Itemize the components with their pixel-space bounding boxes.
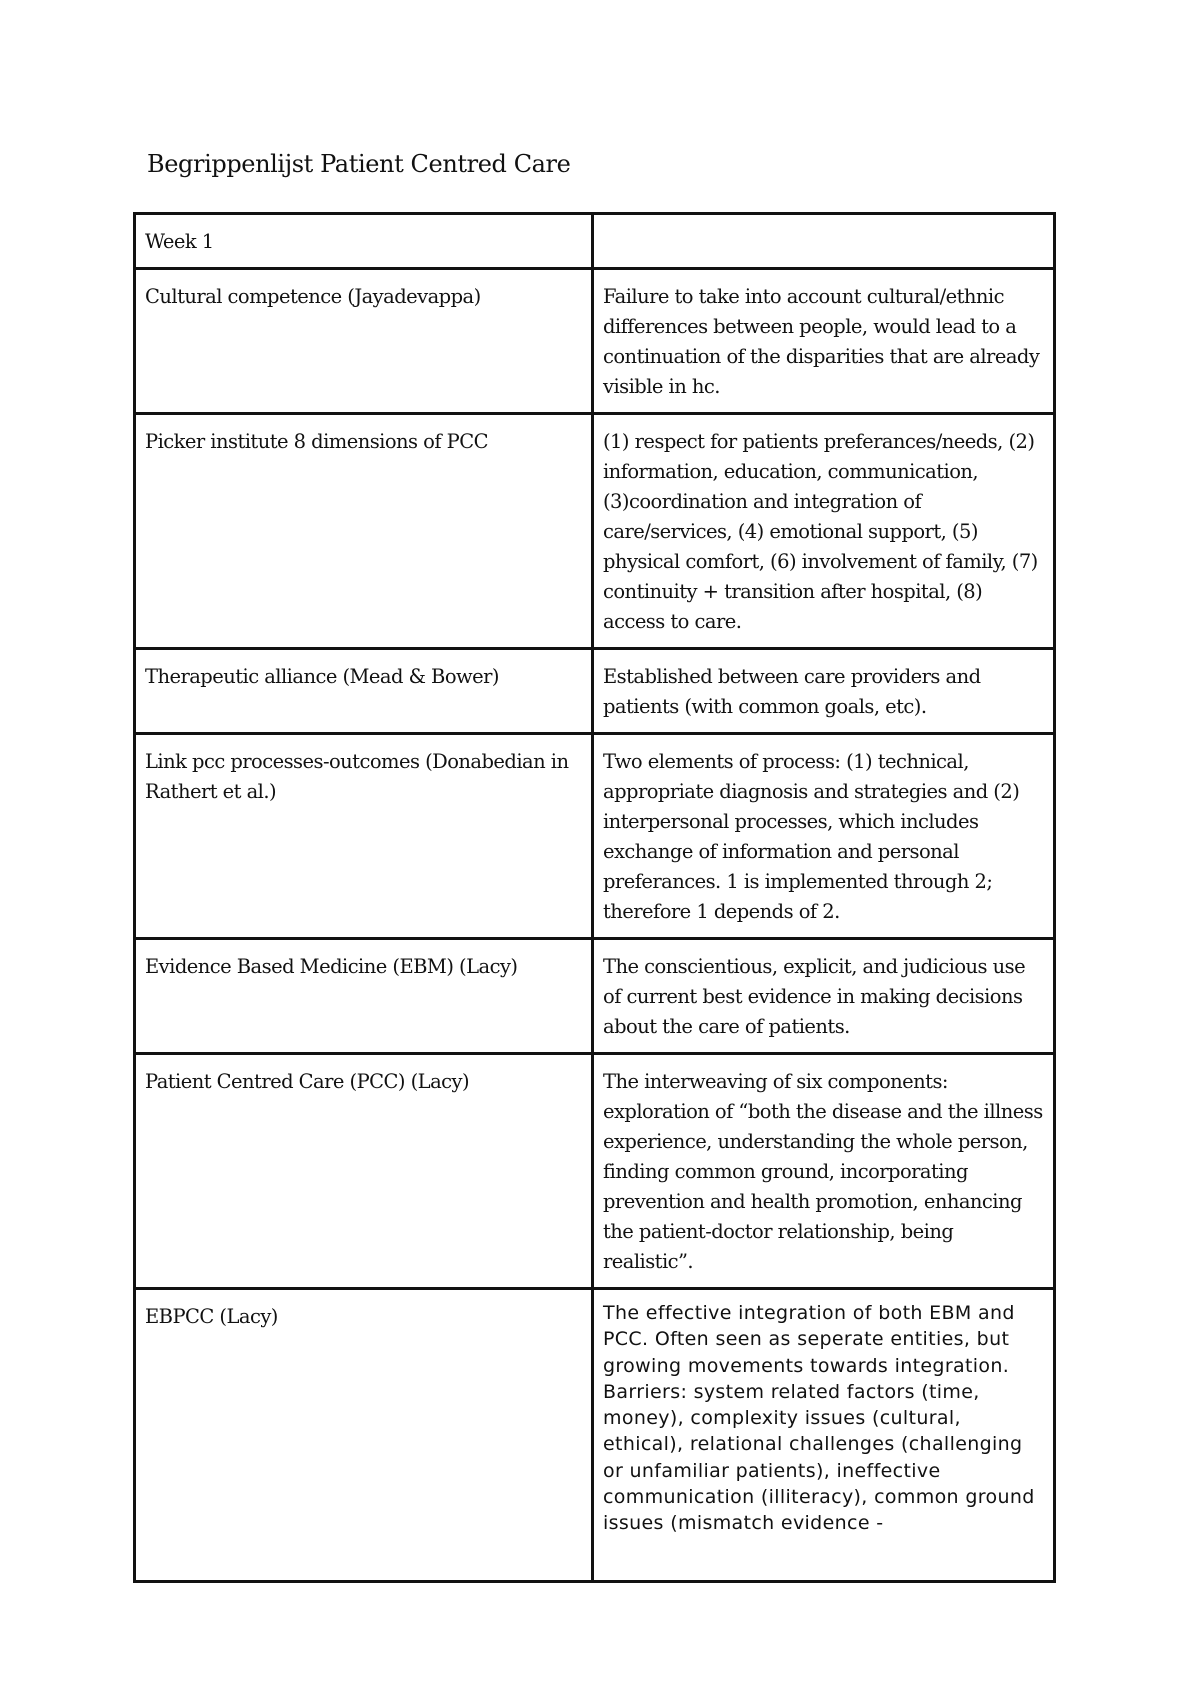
term-cell: Patient Centred Care (PCC) (Lacy)	[135, 1054, 593, 1289]
table-row	[135, 1289, 1055, 1582]
table-row	[135, 939, 1055, 1054]
header-empty-cell	[593, 214, 1055, 269]
term-cell: Link pcc processes-outcomes (Donabedian in Rathert et al.)	[135, 734, 593, 939]
table-row	[135, 269, 1055, 414]
table-row	[135, 414, 1055, 649]
definition-cell: Established between care providers and patients (with common goals, etc).	[593, 649, 1055, 734]
table-row	[135, 734, 1055, 939]
term-cell: Picker institute 8 dimensions of PCC	[135, 414, 593, 649]
term-cell: Evidence Based Medicine (EBM) (Lacy)	[135, 939, 593, 1054]
table-row	[135, 649, 1055, 734]
definition-cell: (1) respect for patients preferances/needs, (2) information, education, communication, (3)coordination and integration of care/services, (4) emotional support, (5) physical comfort, (6) involvement of family, (7) continuity + transition after hospital, (8) access to care.	[593, 414, 1055, 649]
definition-cell: Failure to take into account cultural/ethnic differences between people, would lead to a continuation of the disparities that are already visible in hc.	[593, 269, 1055, 414]
page-title: Begrippenlijst Patient Centred Care	[147, 150, 571, 178]
definition-cell: The conscientious, explicit, and judicious use of current best evidence in making decisions about the care of patients.	[593, 939, 1055, 1054]
definition-cell: The interweaving of six components: exploration of “both the disease and the illness experience, understanding the whole person, finding common ground, incorporating prevention and health promotion, enhancing the patient-doctor relationship, being realistic”.	[593, 1054, 1055, 1289]
term-cell: Therapeutic alliance (Mead & Bower)	[135, 649, 593, 734]
table-row	[135, 1054, 1055, 1289]
table-header-row	[135, 214, 1055, 269]
glossary-table	[133, 212, 1056, 1583]
definition-cell: Two elements of process: (1) technical, appropriate diagnosis and strategies and (2) interpersonal processes, which includes exchange of information and personal preferances. 1 is implemented through 2; therefore 1 depends of 2.	[593, 734, 1055, 939]
definition-cell: The effective integration of both EBM and PCC. Often seen as seperate entities, but growing movements towards integration. Barriers: system related factors (time, money), complexity issues (cultural, ethical), relational challenges (challenging or unfamiliar patients), ineffective communication (illiteracy), common ground issues (mismatch evidence -	[593, 1289, 1055, 1582]
term-cell: Cultural competence (Jayadevappa)	[135, 269, 593, 414]
term-cell: EBPCC (Lacy)	[135, 1289, 593, 1582]
week-label: Week 1	[135, 214, 593, 269]
